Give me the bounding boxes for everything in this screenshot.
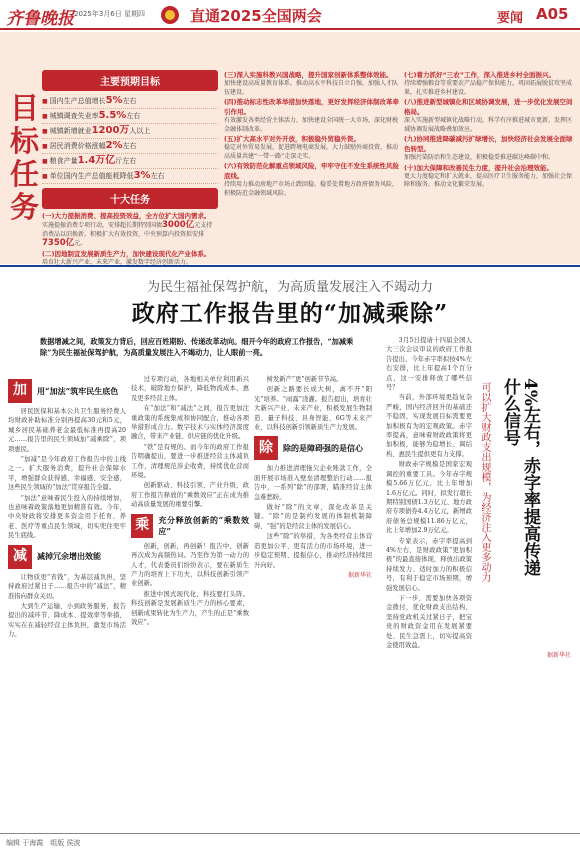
lead-paragraph: 数据增减之间，政策发力背后，回应百姓期盼、传递改革动向。细开今年的政府工作报告，“加减乘除”为民生福祉保驾护航，为高质量发展注入不竭动力，让人眼前一亮。 (40, 337, 354, 357)
body-paragraph: 下一步，需要加快各项资金拨付，优化财政支出结构，坚持党政机关过紧日子，把宝贵的财政资金用在发展紧要处、民生急需上，切实提高资金使用效益。 (386, 594, 472, 649)
byline-2: 据新华社 (546, 652, 571, 660)
goals-panel (0, 32, 580, 264)
task-body: 更大力度稳定和扩大就业，提高医疗卫生服务能力，加强社会保障和服务，推动文化繁荣发展。 (404, 172, 573, 188)
body-paragraph: 大到生产运输、小到政务服务，报告提出的减环节、降成本、提效率等举措，实实在在减轻经营主体负担，激发市场活力。 (8, 602, 126, 639)
body-paragraph: 这些“除”的举措，为各类经营主体营造更加公平、更有活力的市场环境，进一步稳定预期、提振信心，推动经济持续回升向好。 (254, 533, 372, 569)
task-body: 稳定对外贸易发展，促进跨境电商发展。大力鼓励外商投资，推动高质量共建“一带一路”走深走实。 (224, 144, 399, 160)
task-body: 深入实施新型城镇化战略行动，科学有序推进城市更新。发挥区域协调发展战略叠加效应。 (404, 117, 573, 133)
task-heading: (九)协同推进降碳减污扩绿增长，加快经济社会发展全面绿色转型。 (404, 135, 573, 153)
goal-item (42, 139, 218, 154)
task-text: 元支持消费品以旧换新。积极扩大有效投资，中央预算内投资拟安排 (42, 222, 213, 238)
goals-list (42, 94, 218, 184)
goal-label: 粮食产量 (49, 157, 78, 165)
task-figure: 3000亿 (162, 220, 195, 230)
task-heading: (五)扩大高水平对外开放，积极稳外贸稳外资。 (224, 135, 360, 143)
task-heading: (十)加大保障和改善民生力度，提升社会治理效能。 (404, 163, 553, 172)
multiply-marker: 乘 (131, 514, 153, 538)
body-paragraph: “加法”意味着民生投入的持续增加，也意味着政策落地更加精准有效。今年，中央财政将安排更多资金用于托育、养老、医疗等重点民生领域，切实兜住兜牢民生底线。 (8, 494, 126, 540)
goal-value: 2% (105, 140, 123, 151)
add-title: 用“加法”筑牢民生底色 (37, 385, 119, 396)
task-text: 培育壮大新兴产业、未来产业，激发数字经济创新活力。 (42, 258, 193, 266)
goal-label: 城镇调查失业率 (49, 112, 99, 120)
goal-unit: 左右 (126, 112, 141, 120)
task-heading: (三)深入实施科教兴国战略，提升国家创新体系整体效能。 (224, 71, 393, 79)
goal-item (42, 124, 218, 139)
goal-unit: 左右 (122, 97, 137, 105)
subheadline: 为民生福祉保驾护航，为高质量发展注入不竭动力 (146, 280, 433, 295)
side-subheadline: 可以扩大财政支出规模，为经济注入更多动力 (479, 382, 490, 582)
goal-unit: 斤左右 (115, 157, 137, 165)
task-body: 有效激发各类经营主体活力，加快建设全国统一大市场，深化财税金融体制改革。 (224, 117, 399, 133)
section-add (8, 379, 126, 403)
goal-item (42, 169, 218, 184)
footer-credits: 编辑 于海霞 组版 侯波 (0, 833, 580, 851)
task-figure: 7350亿 (42, 238, 75, 248)
issue-date: 2025年3月6日 星期四 (74, 10, 145, 18)
body-column-3 (254, 375, 372, 827)
task-heading: (八)推进新型城镇化和区域协调发展，进一步优化发展空间格局。 (404, 98, 573, 116)
body-paragraph: 树发新产“更”创新节节高。 (266, 376, 343, 383)
body-paragraph: 创新，创新，再创新！报告中，创新再次成为高频热词。乃至作为第一动力的人才，代表委员们纷纷表示，要在新质生产力的培育上下功夫，以科技创新引领产业创新。 (131, 542, 249, 588)
section-title: 直通2025全国两会 (190, 7, 322, 25)
body-paragraph: 创新驱动、科技引领、产业升级，政府工作报告释放的“乘数效应”正在成为推动高质量发展的重要引擎。 (131, 482, 249, 509)
body-paragraph: 让物质更“省钱”，为基层减负担，坚持政府过紧日子……报告中的“减法”，精准指向群众关切。 (8, 573, 126, 600)
body-paragraph: 过专项行动，各地相关单位利用新兴技术，破除地方保护，降低物流成本，惠及更多经营主体。 (131, 376, 249, 402)
masthead (0, 0, 580, 30)
section-name: 要闻 (497, 11, 524, 26)
goal-label: 居民消费价格涨幅 (49, 142, 106, 150)
body-paragraph: 创新之路要长成大树，离不开“阳光”培养。“雨露”浇灌。报告提出，培育壮大新兴产业、未来产业，积极发展生物制造、量子科技、具身智能、6G等未来产业，以科技创新引领新质生产力发展。 (254, 386, 372, 432)
vertical-title: 目标任务 (10, 91, 40, 224)
goal-value: 3% (133, 170, 151, 181)
body-paragraph: 财政赤字规模是国家宏观调控的重要工具。今年赤字规模5.66万亿元，比上年增加1.6万亿元。同时，拟发行超长期特别国债1.3万亿元、地方政府专项债券4.4万亿元，新增政府债务总规模11.86万亿元，比上年增加2.9万亿元。 (386, 461, 472, 535)
goal-label: 城镇新增就业 (49, 127, 92, 135)
divide-marker: 除 (254, 436, 278, 460)
side-headline: 4%左右，赤字率提高传递什么信号 (500, 378, 540, 576)
section-multiply (131, 514, 249, 538)
goal-unit: 左右 (122, 142, 137, 150)
page-number: A05 (536, 5, 569, 23)
goal-item (42, 94, 218, 109)
body-column-2 (131, 375, 249, 827)
task-body: 加快建设高质量教育体系，推动高水平科技自立自强，加强人才队伍建设。 (224, 80, 399, 96)
body-paragraph: 3月5日提请十四届全国人大三次会议审议的政府工作报告提出，今年赤字率拟按4%左右安排，比上年提高1个百分点，这一安排释放了哪些信号？ (386, 337, 472, 392)
task-body (42, 221, 218, 249)
emblem-icon (160, 5, 180, 25)
body-paragraph: 在“加法”和“减法”之间，报告更加注重政策的系统集成和协同配合，推动各项举措形成合力。数字技术与实体经济深度融合，带来产业链、供应链的优化升级。 (131, 405, 249, 441)
goal-item (42, 109, 218, 124)
task-heading: (一)大力提振消费、提高投资效益，全方位扩大国内需求。 (42, 212, 211, 220)
body-column-1 (8, 375, 126, 827)
multiply-title: 充分释放创新的“乘数效应” (158, 514, 249, 536)
minus-marker: 减 (8, 545, 32, 569)
body-paragraph: 专家表示，赤字率提高到4%左右，是财政政策“更加积极”的最直接体现，释放出政策持续发力、适时加力的积极信号，有利于稳定市场预期，增强发展信心。 (386, 537, 472, 592)
newspaper-logo: 齐鲁晚报 (6, 9, 74, 29)
goal-label: 国内生产总值增长 (49, 97, 106, 105)
task-text: 实施提振消费专项行动，安排超长期特别国债 (42, 222, 163, 229)
divider (0, 265, 580, 267)
body-paragraph: “加减”是今年政府工作报告中的主线之一。扩大服务消费，提升社会保障水平，增强群众获得感、幸福感、安全感，这些民生领域的“加法”贯穿报告全篇。 (8, 456, 126, 492)
task-body: 持续用力推动房地产市场止跌回稳。稳妥处置地方政府债务风险，积极防范金融领域风险。 (224, 181, 399, 197)
goals-header: 主要预期目标 (42, 70, 218, 91)
goal-value: 5% (105, 95, 123, 106)
body-paragraph: “铁”是有规的。而今年的政府工作报告明确提出，要进一步推进经营主体减负工作，清理规范涉企收费，持续优化营商环境。 (131, 443, 249, 480)
task-body: 持续增强粮食等重要农产品稳产保供能力，巩固拓展脱贫攻坚成果，扎实推进乡村建设。 (404, 80, 573, 96)
goal-unit: 人以上 (129, 127, 151, 135)
add-marker: 加 (8, 379, 32, 403)
body-paragraph: 加力推进清理拖欠企业账款工作，全面开展市场准入壁垒清理整治行动……报告中，一系列“除”的部署，瞄准经营主体急难愁盼。 (254, 465, 372, 501)
tasks-column-3 (404, 70, 574, 190)
goals-column (42, 70, 218, 267)
body-paragraph: 做好“除”的文章，深化改革是关键。“除”的是制约发展的体制机制障碍，“强”的是经营主体的发展信心。 (254, 504, 372, 530)
task-body: 加强污染防治和生态建设，积极稳妥推进碳达峰碳中和。 (404, 154, 555, 161)
byline: 据新华社 (347, 571, 372, 579)
tasks-column-2 (224, 70, 400, 198)
body-paragraph: 推进中国式现代化，科技要打头阵。科技创新是发展新质生产力的核心要素，创新成果转化为生产力，产生的正是“乘数效应”。 (131, 590, 249, 626)
goal-value: 1.4万亿 (77, 155, 116, 166)
task-heading: (二)因地制宜发展新质生产力，加快建设现代化产业体系。 (42, 249, 211, 258)
goal-label: 单位国内生产总值能耗降低 (49, 172, 134, 180)
tasks-list (42, 211, 218, 267)
goal-item (42, 154, 218, 169)
goal-unit: 左右 (150, 172, 165, 180)
main-headline: 政府工作报告里的“加减乘除” (131, 300, 449, 327)
goal-value: 1200万 (91, 125, 130, 136)
minus-title: 减掉冗余增出效能 (37, 551, 101, 562)
body-paragraph: 当前，外部环境更趋复杂严峻，国内经济回升的基础还不稳固，实现发展目标需要更加积极有为的宏观政策。赤字率提高，意味着财政政策将更加积极，能够为稳增长、调结构、惠民生提供更有力支撑。 (386, 394, 472, 458)
section-minus (8, 545, 126, 569)
tasks-header: 十大任务 (42, 188, 218, 209)
task-heading: (六)有效防范化解重点领域风险，牢牢守住不发生系统性风险底线。 (224, 162, 399, 180)
goal-value: 5.5% (98, 110, 127, 121)
task-text: 元。 (74, 240, 87, 247)
task-heading: (七)着力抓好“三农”工作，深入推进乡村全面振兴。 (404, 71, 555, 79)
section-divide (254, 436, 372, 460)
body-paragraph: 居民医保和基本公共卫生服务经费人均财政补助标准分别再提高30元和5元，城乡居民基础养老金最低标准再提高20元……报告里的民生领域加“减乘除”，项项惠民。 (8, 408, 126, 453)
divide-title: 除的是障碍强的是信心 (283, 442, 363, 453)
task-heading: (四)推动标志性改革举措加快落地，更好发挥经济体制改革牵引作用。 (224, 98, 399, 116)
